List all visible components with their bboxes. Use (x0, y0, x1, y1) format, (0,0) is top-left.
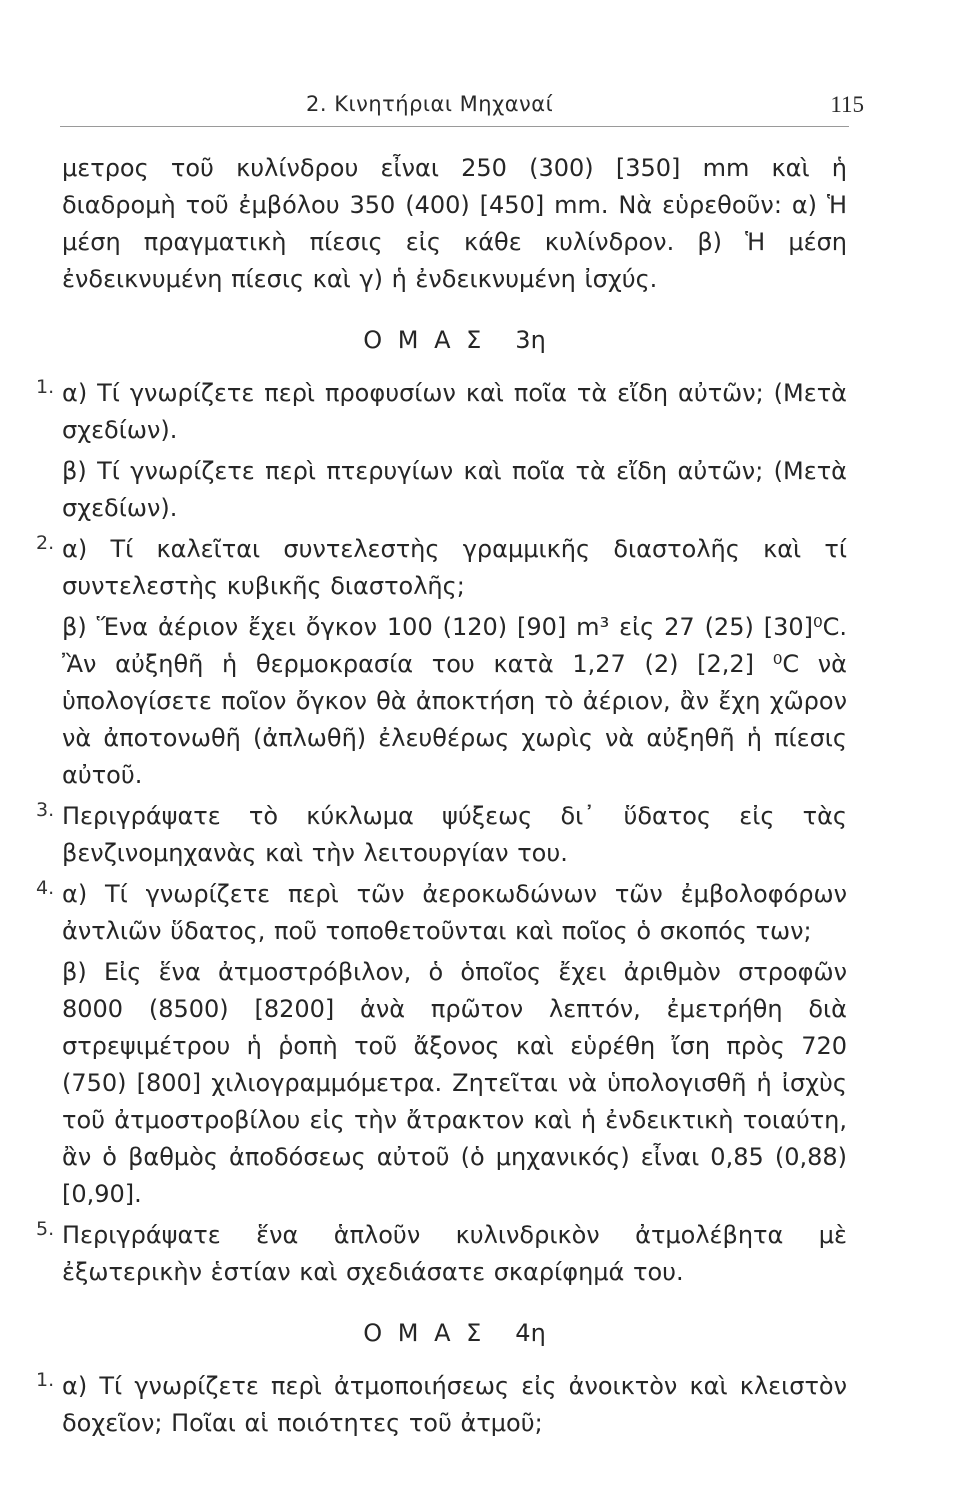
question-number: 4. (36, 877, 55, 899)
group-3-question-1 (36, 375, 847, 527)
group-3-heading (62, 322, 847, 359)
group-4-question-1 (36, 1368, 847, 1442)
question-number: 1. (36, 376, 55, 398)
question-part-b: β) Εἰς ἕνα ἀτμοστρόβιλον, ὁ ὁποῖος ἔχει ἀριθμὸν στροφῶν 8000 (8500) [8200] ἀνὰ πρῶτον λεπτόν, ἐμετρήθη διὰ στρεψιμέτρου ἡ ῥοπὴ τοῦ ἄξονος καὶ εὑρέθη ἴση πρὸς 720 (750) [800] χιλιογραμμόμετρα. Ζητεῖται νὰ ὑπολογισθῆ ἡ ἰσχὺς τοῦ ἀτμοστροβίλου εἰς τὴν ἄτρακτον καὶ ἡ ἐνδεικτικὴ τοιαύτη, ἂν ὁ βαθμὸς ἀποδόσεως αὐτοῦ (ὁ μηχανικός) εἶναι 0,85 (0,88) [0,90]. (62, 958, 847, 1208)
question-number: 1. (36, 1369, 55, 1391)
question-part-b: β) Τί γνωρίζετε περὶ πτερυγίων καὶ ποῖα τὰ εἴδη αὐτῶν; (Μετὰ σχεδίων). (62, 457, 847, 522)
group-3-question-5 (36, 1217, 847, 1291)
group-3-question-2 (36, 531, 847, 794)
page-header (60, 92, 864, 127)
group-3-title: Ο Μ Α Σ (363, 326, 486, 354)
question-number: 2. (36, 532, 55, 554)
group-3-question-3 (36, 798, 847, 872)
question-part-a: α) Τί γνωρίζετε περὶ τῶν ἀεροκωδώνων τῶν ἐμβολοφόρων ἀντλιῶν ὕδατος, ποῦ τοποθετοῦνται καὶ ποῖος ὁ σκοπός των; (62, 880, 847, 945)
question-text: Περιγράψατε ἕνα ἁπλοῦν κυλινδρικὸν ἀτμολέβητα μὲ ἐξωτερικὴν ἑστίαν καὶ σχεδιάσατε σκαρίφημά του. (62, 1221, 847, 1286)
intro-paragraph: μετρος τοῦ κυλίνδρου εἶναι 250 (300) [350] mm καὶ ἡ διαδρομὴ τοῦ ἐμβόλου 350 (400) [450] mm. Νὰ εὑρεθοῦν: α) Ἡ μέση πραγματικὴ πίεσις εἰς κάθε κυλίνδρον. β) Ἡ μέση ἐνδεικνυμένη πίεσις καὶ γ) ἡ ἐνδεικνυμένη ἰσχύς. (62, 154, 847, 293)
question-part-a: α) Τί γνωρίζετε περὶ προφυσίων καὶ ποῖα τὰ εἴδη αὐτῶν; (Μετὰ σχεδίων). (62, 379, 847, 444)
group-3-number: 3η (515, 326, 546, 354)
page-number: 115 (830, 92, 864, 117)
question-part-b: β) Ἕνα ἀέριον ἔχει ὄγκον 100 (120) [90] m³ εἰς 27 (25) [30]⁰C. Ἂν αὐξηθῆ ἡ θερμοκρασία του κατὰ 1,27 (2) [2,2] ⁰C νὰ ὑπολογίσετε ποῖον ὄγκον θὰ ἀποκτήση τὸ ἀέριον, ἂν ἔχη χῶρον νὰ ἀποτονωθῆ (ἀπλωθῆ) ἐλευθέρως χωρὶς νὰ αὐξηθῆ ἡ πίεσις αὐτοῦ. (62, 613, 847, 789)
question-part-a: α) Τί καλεῖται συντελεστὴς γραμμικῆς διαστολῆς καὶ τί συντελεστὴς κυβικῆς διαστολῆς; (62, 535, 847, 600)
page-content (36, 150, 847, 1442)
group-4-heading (62, 1315, 847, 1352)
running-title: 2. Κινητήριαι Μηχαναί (306, 92, 554, 116)
group-4-number: 4η (515, 1319, 546, 1347)
question-number: 5. (36, 1218, 55, 1240)
question-text: α) Τί γνωρίζετε περὶ ἀτμοποιήσεως εἰς ἀνοικτὸν καὶ κλειστὸν δοχεῖον; Ποῖαι αἱ ποιότητες τοῦ ἀτμοῦ; (62, 1372, 847, 1437)
question-text: Περιγράψατε τὸ κύκλωμα ψύξεως δι᾽ ὕδατος εἰς τὰς βενζινομηχανὰς καὶ τὴν λειτουργίαν του. (62, 802, 847, 867)
question-number: 3. (36, 799, 55, 821)
group-3-question-4 (36, 876, 847, 1213)
group-4-title: Ο Μ Α Σ (363, 1319, 486, 1347)
